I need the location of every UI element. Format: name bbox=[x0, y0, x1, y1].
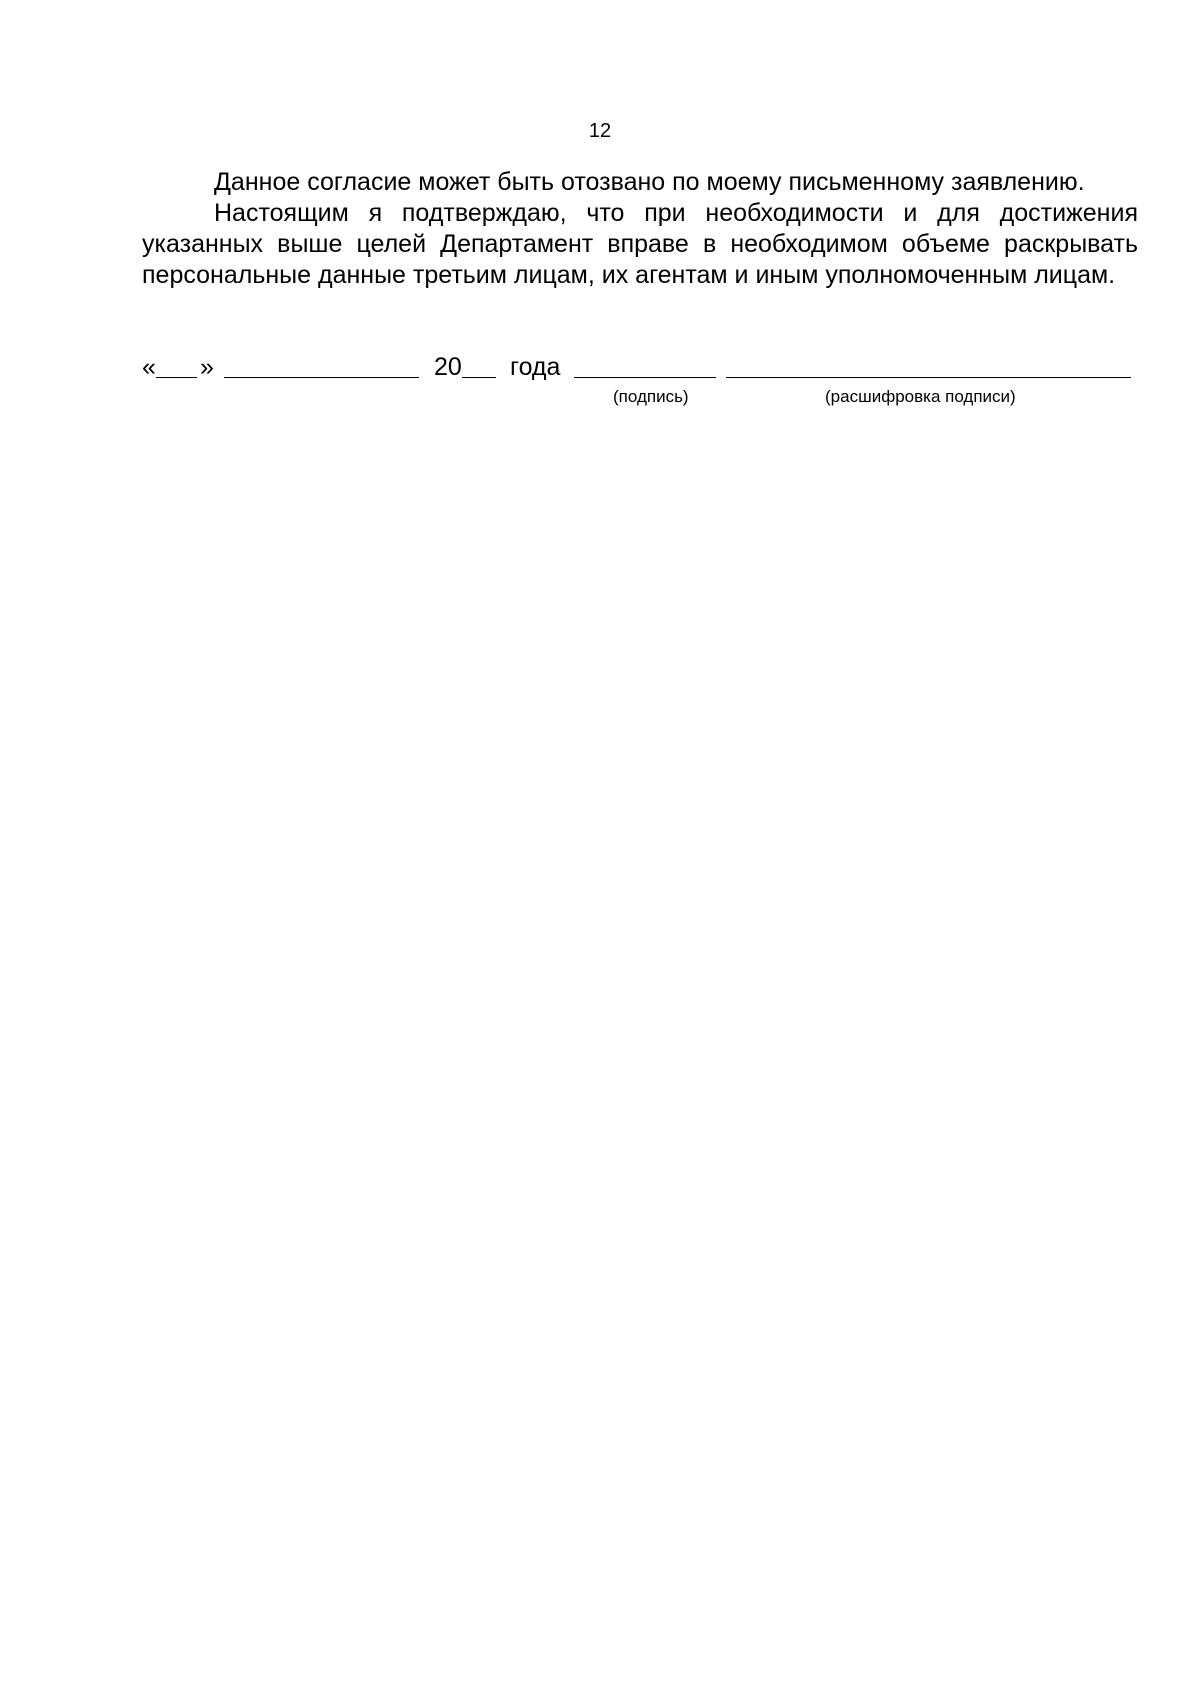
signature-decryption-blank[interactable] bbox=[726, 352, 1131, 378]
year-word: года bbox=[510, 353, 561, 381]
document-body bbox=[142, 167, 1138, 291]
year-blank[interactable] bbox=[462, 352, 496, 378]
paragraph-confirmation: Настоящим я подтверждаю, что при необходимости и для достижения указанных выше целей Департамент вправе в необходимом объеме раскрывать персональные данные третьим лицам, их агентам и иным уполномоченным лицам. bbox=[142, 199, 1138, 289]
signature-blank[interactable] bbox=[574, 352, 716, 378]
quote-open: « bbox=[142, 353, 156, 381]
paragraph-revocation: Данное согласие может быть отозвано по моему письменному заявлению. bbox=[214, 168, 1085, 196]
signature-caption: (подпись) bbox=[613, 387, 689, 406]
day-blank[interactable] bbox=[156, 352, 197, 378]
date-signature-line bbox=[142, 352, 1138, 384]
month-blank[interactable] bbox=[224, 352, 419, 378]
quote-close: » bbox=[200, 353, 214, 381]
year-prefix: 20 bbox=[434, 353, 462, 381]
page-number: 12 bbox=[588, 120, 612, 142]
signature-decryption-caption: (расшифровка подписи) bbox=[825, 387, 1016, 406]
